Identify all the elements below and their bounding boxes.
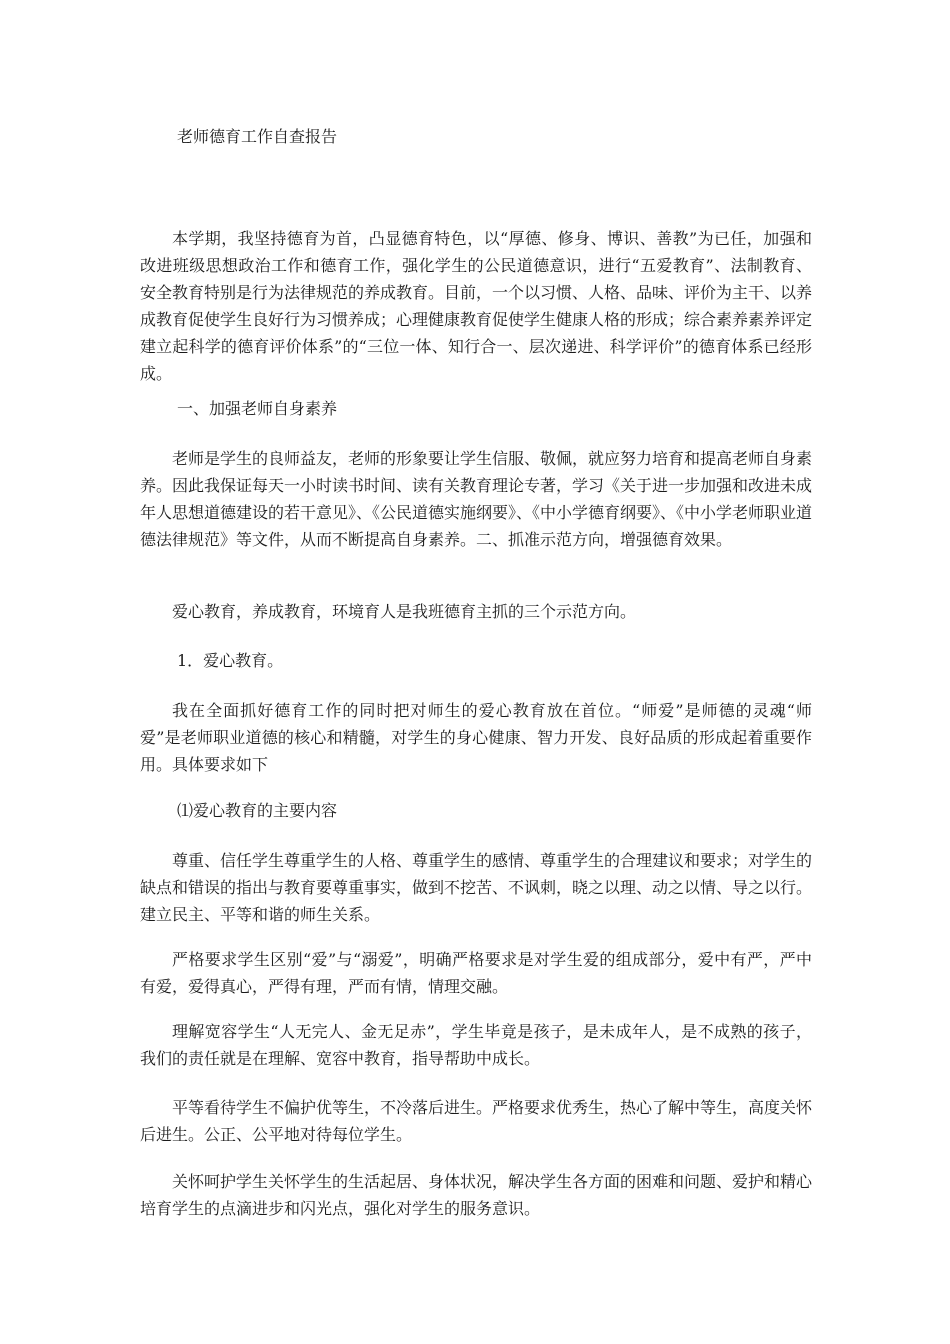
- love-education-paragraph: 我在全面抓好德育工作的同时把对师生的爱心教育放在首位。“师爱”是师德的灵魂“师爱”是老师职业道德的核心和精髓，对学生的身心健康、智力开发、良好品质的形成起着重要作用。具体要求如下: [140, 701, 812, 774]
- equality-paragraph: 平等看待学生不偏护优等生，不冷落后进生。严格要求优秀生，热心了解中等生，高度关怀后进生。公正、公平地对待每位学生。: [140, 1098, 813, 1144]
- item-heading-love-education: 1．爱心教育。: [177, 651, 284, 670]
- section-heading-self-cultivation: 一、加强老师自身素养: [177, 399, 338, 418]
- strict-paragraph: 严格要求学生区别“爱”与“溺爱”，明确严格要求是对学生爱的组成部分，爱中有严，严中有爱，爱得真心，严得有理，严而有情，情理交融。: [140, 950, 812, 996]
- subheading-love-education-content: ⑴爱心教育的主要内容: [177, 801, 338, 820]
- self-cultivation-paragraph: 老师是学生的良师益友，老师的形象要让学生信服、敬佩，就应努力培育和提高老师自身素养。因此我保证每天一小时读书时间、读有关教育理论专著，学习《关于进一步加强和改进未成年人思想道德建设的若干意见》、《公民道德实施纲要》、《中小学德育纲要》、《中小学老师职业道德法律规范》等文件，从而不断提高自身素养。二、抓准示范方向，增强德育效果。: [140, 449, 813, 549]
- intro-paragraph: 本学期，我坚持德育为首，凸显德育特色，以“厚德、修身、博识、善教”为已任，加强和改进班级思想政治工作和德育工作，强化学生的公民道德意识，进行“五爱教育”、法制教育、安全教育特别是行为法律规范的养成教育。目前，一个以习惯、人格、品味、评价为主干、以养成教育促使学生良好行为习惯养成；心理健康教育促使学生健康人格的形成；综合素养素养评定建立起科学的德育评价体系”的“三位一体、知行合一、层次递进、科学评价”的德育体系已经形成。: [140, 229, 813, 383]
- care-paragraph: 关怀呵护学生关怀学生的生活起居、身体状况，解决学生各方面的困难和问题、爱护和精心培育学生的点滴进步和闪光点，强化对学生的服务意识。: [140, 1172, 813, 1218]
- respect-paragraph: 尊重、信任学生尊重学生的人格、尊重学生的感情、尊重学生的合理建议和要求；对学生的缺点和错误的指出与教育要尊重事实，做到不挖苦、不讽刺，晓之以理、动之以情、导之以行。建立民主、平等和谐的师生关系。: [140, 851, 813, 924]
- directions-paragraph: 爱心教育，养成教育，环境育人是我班德育主抓的三个示范方向。: [172, 602, 637, 621]
- document-title: 老师德育工作自查报告: [177, 127, 338, 146]
- tolerance-paragraph: 理解宽容学生“人无完人、金无足赤”，学生毕竟是孩子，是未成年人，是不成熟的孩子，我们的责任就是在理解、宽容中教育，指导帮助中成长。: [140, 1022, 812, 1068]
